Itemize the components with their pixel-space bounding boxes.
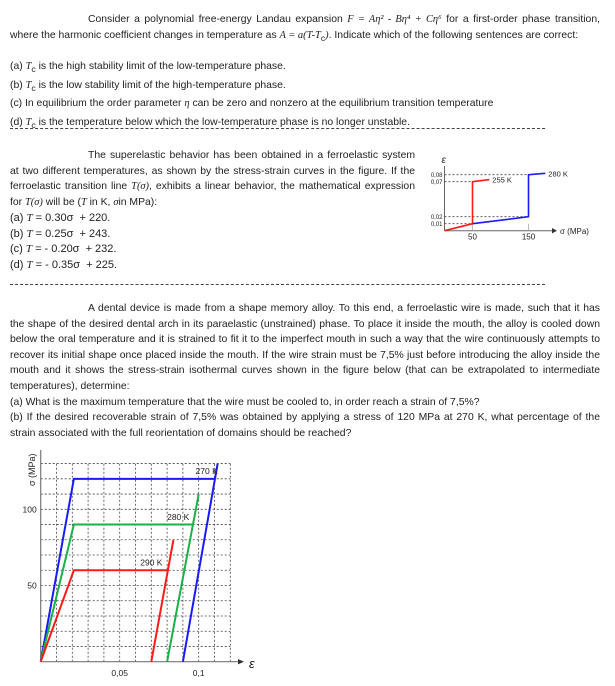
t-sigma: T(σ) [25, 196, 43, 208]
subscript: c [320, 32, 326, 43]
option-text: is the low stability limit of the high-temperature phase. [35, 79, 286, 91]
option-text: is the temperature below which the low-temperature phase is no longer unstable. [35, 117, 410, 129]
option-var: η [184, 98, 190, 110]
option-prefix: (d) [10, 258, 27, 271]
option-equation: = 0.25σ + 243. [32, 227, 111, 240]
option-equation: = 0.30σ + 220. [32, 212, 111, 224]
t-sigma: T(σ) [131, 181, 149, 193]
option-var: T [25, 79, 32, 91]
subscript: c [31, 64, 36, 75]
x-tick-label: 0,05 [111, 668, 128, 678]
series-label: 270 K [195, 466, 218, 477]
x-tick-label: 0,1 [192, 668, 205, 678]
q2-intro: The superelastic behavior has been obtained in a ferroelastic system at two different temperatures, as shown by the stress-strain curves in the figure. If the ferroelastic transition line [10, 150, 415, 193]
q3-text: A dental device is made from a shape memory alloy. To this end, a ferroelastic wire is made, such that it has the shape of the desired dental arch in its paraelastic (unstrained) phase. To place it inside the mouth, the alloy is cooled down below the oral temperature and it is strained to fit it to the imperfect mouth in such a way that the wire continuously attempts to recover its initial shape once placed inside the mouth. If the wire strain must be 7,5% just before introducing the alloy inside the mouth and it shows the stress-strain isothermal curves shown in the figure below (that can be extrapolated to intermediate temperatures), determine: [10, 303, 600, 392]
option-prefix: (a) [10, 212, 27, 224]
option-text: can be zero and nonzero at the equilibrium transition temperature [189, 98, 494, 110]
option-prefix: (c) In equilibrium the order parameter [10, 98, 185, 110]
q2-intro: in K, [86, 196, 114, 208]
series-label: 290 K [140, 557, 163, 568]
q2-intro: , exhibits a linear behavior, the mathematical expression for [10, 181, 415, 208]
y-axis-label: σ (MPa) [27, 453, 37, 486]
free-energy-formula: F = Aη² - Bη⁴ + Cη⁶ [347, 14, 442, 25]
x-axis-label: ε [249, 656, 255, 671]
x-axis-arrow-icon [238, 659, 244, 664]
t-var: T [25, 243, 33, 256]
y-tick-label: 50 [27, 580, 37, 591]
series-label: 280 K [167, 511, 190, 522]
t-var: T [26, 258, 33, 271]
q3-part-a: (a) What is the maximum temperature that the wire must be cooled to, in order reach a strain of 7,5%? [10, 396, 480, 408]
y-tick-label: 100 [22, 504, 37, 515]
q1-intro: for a first-order phase transition, where the harmonic coefficient changes in temperature as [10, 14, 600, 41]
formula-end: ) [325, 29, 329, 41]
subscript: c [31, 120, 36, 131]
series-line-280k [41, 525, 193, 662]
sigma-var: σ [113, 196, 119, 208]
t-var: T [26, 227, 33, 240]
option-text: is the high stability limit of the low-temperature phase. [35, 61, 286, 72]
t-var: T [80, 196, 87, 208]
q1-intro: . Indicate which of the following sentences are correct: [328, 29, 579, 41]
series-label: 280 K [548, 169, 568, 179]
x-axis-label: σ (MPa) [560, 227, 589, 236]
option-equation: = - 0.35σ + 225. [32, 258, 118, 271]
y-tick-label: 0,02 [430, 215, 443, 222]
option-equation: = - 0.20σ + 232. [32, 243, 117, 256]
y-axis-label: ε [441, 155, 446, 166]
x-axis-arrow-icon [552, 228, 557, 233]
option-prefix: (b) [10, 227, 27, 240]
y-tick-label: 0,01 [430, 222, 443, 229]
q2-intro: will be ( [42, 196, 81, 208]
y-tick-label: 0,08 [430, 173, 443, 180]
option-var: T [25, 61, 32, 72]
x-tick-label: 50 [468, 232, 477, 242]
q3-part-b: (b) If the desired recoverable strain of 7,5% was obtained by applying a stress of 120 MPa at 270 K, what percentage of the strain associated with the full reorientation of domains should be reached? [10, 412, 600, 439]
harmonic-coefficient-formula: A = a(T-T [279, 29, 321, 41]
q2-intro: in MPa): [118, 196, 158, 208]
q1-intro: Consider a polynomial free-energy Landau expansion [88, 14, 348, 25]
t-var: T [26, 212, 33, 224]
series-line-270k [183, 464, 218, 662]
x-tick-label: 150 [521, 232, 536, 242]
option-var: T [25, 117, 32, 129]
subscript: c [31, 82, 36, 93]
option-prefix: (b) [10, 79, 26, 91]
option-prefix: (c) [10, 243, 26, 256]
y-tick-label: 0,07 [430, 180, 443, 187]
series-label: 255 K [492, 175, 512, 185]
option-prefix: (d) [10, 117, 26, 129]
option-prefix: (a) [10, 61, 26, 72]
